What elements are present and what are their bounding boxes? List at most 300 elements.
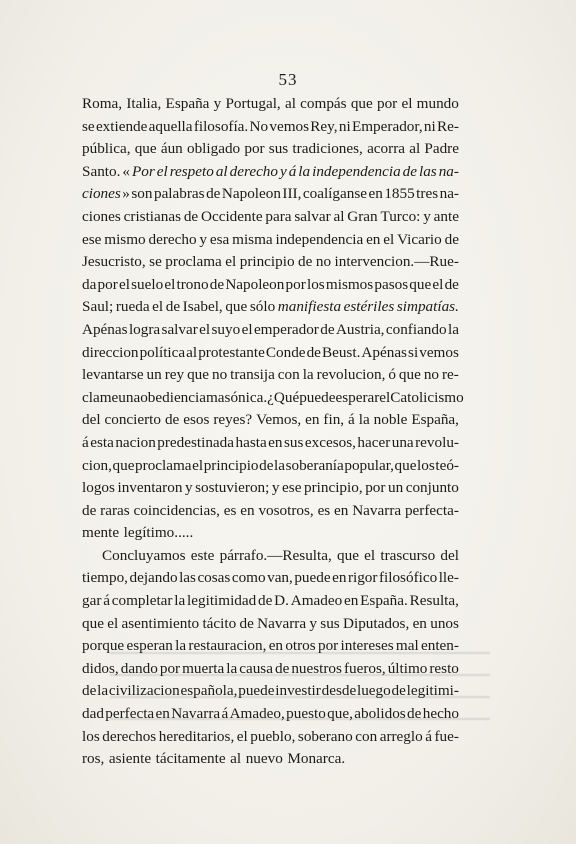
text-line [82,455,459,478]
word: estériles [343,298,395,316]
word: son [131,185,153,203]
word: logos [82,479,115,497]
word: asentimiento [121,614,200,632]
word: 1855 [384,185,415,203]
word: la [174,592,186,610]
word: que, [327,705,353,723]
text-line [82,116,459,139]
word: esta [90,433,114,451]
word: raras [100,501,130,519]
text-line [82,635,459,658]
word: Por [131,162,155,180]
word: esos [183,411,210,429]
word: enten- [420,637,459,655]
word: revolucion, [316,366,386,384]
word: de [402,162,417,180]
word: de [391,682,406,700]
word: suelo [131,275,164,293]
word: en [412,614,427,632]
word: levantarse [82,366,144,384]
word: por [376,95,398,112]
word: Diputados, [343,614,410,632]
word: en [343,592,359,610]
word: confiando [385,320,447,338]
word: al [186,343,198,361]
word: Padre [424,140,459,158]
word: muerta [182,659,225,677]
word: fin, [323,411,345,429]
word: que [394,456,417,474]
word: que [350,95,373,112]
word: áun [160,140,183,158]
word: extiende [95,117,148,135]
text-line [82,748,459,771]
word: restauracion, [188,637,267,655]
word: Re- [437,117,459,135]
word: independencia [312,162,401,180]
word: la [298,162,311,180]
word: y [184,479,193,497]
word: los [82,727,100,745]
word: rigor [347,569,378,587]
word: el [164,275,176,293]
word: con [277,366,300,384]
word: mal [395,637,419,655]
word: derechos [102,727,157,745]
word: fue- [434,727,459,745]
word: ros, [82,750,105,768]
word: el [379,388,391,406]
word: á [425,727,432,745]
word: en [240,501,255,519]
word: dando [120,659,158,677]
text-line [82,613,459,636]
word: protestante [198,343,265,361]
word: Gran [347,207,378,225]
word: masónica. [205,388,268,406]
word: proclama [135,456,192,474]
word: Catolicismo [390,388,464,406]
word: respeto [169,162,214,180]
word: aquella [148,117,193,135]
text-line [82,93,459,116]
word: coalíganse [302,185,367,203]
word: abolidos [354,705,406,723]
word: na- [438,162,459,180]
word: el [236,727,248,745]
word: independencia [275,230,364,248]
word: esperan [126,637,173,655]
word: Monarca. [287,750,346,768]
word: hacer [357,433,391,451]
word: el [432,275,444,293]
word: Roma, [82,95,123,112]
word: de [82,501,97,519]
word: Concluyamos [102,546,186,564]
word: esperar [335,388,380,406]
word: un [387,479,404,497]
word: obligado [186,140,241,158]
word: en [368,185,383,203]
word: España. [360,592,408,610]
word: Italia, [126,95,162,112]
word: da [82,275,97,293]
word: hecho [422,705,459,723]
word: coincidencias, [133,501,220,519]
word: de [444,230,459,248]
word: inventaron [117,479,183,497]
word: manifiesta [277,298,342,316]
word: que [187,366,209,384]
page-number: 53 [278,70,298,89]
word: el [383,230,395,248]
word: Navarra [171,705,221,723]
word: Napoleon [225,275,285,293]
word: porque [82,637,125,655]
word: ó [388,366,396,384]
word: de [165,298,181,316]
word: ni [423,117,436,135]
word: como [231,569,266,587]
word: por [97,275,118,293]
word: del [82,411,101,429]
word: rey [164,366,185,384]
word: pasos [374,275,409,293]
word: párrafo.—Resulta, [219,546,332,564]
word: cion, [82,456,112,474]
paragraph [82,545,459,771]
word: de [258,592,273,610]
word: fueros, [343,659,386,677]
word: un [146,366,162,384]
word: No [249,117,269,135]
word: hasta [235,433,267,451]
word: sólo [249,298,276,316]
word: filosófico [378,569,438,587]
word: Apénas [361,343,407,361]
word: conjunto [405,479,459,497]
word: legítimo..... [123,524,194,542]
text-line [82,703,459,726]
word: » [122,185,130,203]
word: Turco: [380,207,421,225]
word: completar [111,592,173,610]
word: didos, [82,659,119,677]
word: y [271,479,280,497]
text-line [82,138,459,161]
word: esa [209,230,230,248]
word: la [274,456,285,474]
word: gar [82,592,102,610]
word: perfecta [105,705,155,723]
word: emperador [253,320,319,338]
word: que [82,614,104,632]
word: compás [300,95,347,112]
word: se [149,253,162,271]
word: dad [82,705,104,723]
word: al [230,750,242,768]
word: en [334,501,349,519]
word: este [190,546,215,564]
word: España [165,95,210,112]
word: al [333,207,345,225]
word: los [306,275,325,293]
text-line [82,680,459,703]
word: que [409,275,432,293]
word: es [317,501,331,519]
word: puede [294,569,331,587]
word: luego [356,682,391,700]
text-line [82,432,459,455]
word: de [209,275,225,293]
word: tácitamente [155,750,226,768]
word: pública, [82,140,131,158]
text-line [82,342,459,365]
word: simpatías. [396,298,459,316]
word: en [155,705,170,723]
word: trascurso [380,546,436,564]
word: civilizacion [108,682,180,700]
word: en [332,569,347,587]
word: ¿Qué [267,388,300,406]
word: salvar [294,207,331,225]
word: ciones [82,207,121,225]
word: del [440,546,459,564]
text-line [82,590,459,613]
word: Amadeo [290,592,343,610]
word: española, [180,682,238,700]
word: suyo [211,320,241,338]
word: el [118,275,130,293]
word: el [152,298,164,316]
word: Navarra [257,614,307,632]
word: Apénas [82,320,128,338]
word: popular, [344,456,394,474]
word: sus [320,614,340,632]
word: intereses [340,637,394,655]
word: tiempo, [82,569,128,587]
word: puesto [286,705,326,723]
text-line [82,522,459,545]
word: nacion [115,433,156,451]
word: revolu- [415,433,459,451]
word: en [305,411,320,429]
word: logra [128,320,161,338]
word: último [387,659,428,677]
word: mundo [416,95,459,112]
word: « [122,162,130,180]
word: re- [441,366,459,384]
word: de [82,682,97,700]
word: de [306,343,321,361]
text-line [82,229,459,252]
text-line [82,319,459,342]
word: legitimidad [187,592,257,610]
word: una [391,433,414,451]
word: vemos [419,343,459,361]
word: sus [283,433,304,451]
word: y [213,95,222,112]
text-line [82,409,459,432]
word: concierto [104,411,162,429]
word: derecho [148,230,197,248]
word: ese [282,479,302,497]
word: investir [275,682,321,700]
text-line [82,545,459,568]
word: á [221,705,229,723]
word: la [175,637,187,655]
word: mente [82,524,120,542]
word: Austria, [335,320,385,338]
text-line [82,477,459,500]
word: no [423,366,440,384]
text-line [82,161,459,184]
word: tradiciones, [292,140,363,158]
word: en [268,433,283,451]
word: misma [232,230,273,248]
word: puede [238,682,275,700]
word: la [447,320,459,338]
word: ante [433,207,459,225]
word: vosotros, [258,501,314,519]
word: que [398,366,421,384]
word: al [409,140,421,158]
word: Vicario [397,230,442,248]
word: tres [416,185,439,203]
word: puede [299,388,336,406]
word: Emperador, [351,117,423,135]
text-line [82,296,459,319]
word: ese [82,230,102,248]
word: la [302,366,314,384]
word: causa [239,659,273,677]
word: sus [268,140,289,158]
word: es [223,501,237,519]
word: España, [411,411,459,429]
word: la [226,659,238,677]
word: proclama [165,253,222,271]
word: transija [230,366,275,384]
word: intervencion.—Rue- [334,253,459,271]
word: rueda [115,298,150,316]
text-line [82,364,459,387]
word: Beust. [321,343,361,361]
word: salvar [161,320,198,338]
word: que [225,298,248,316]
text-line [82,183,459,206]
word: acorra [367,140,405,158]
word: el [192,456,204,474]
word: mismos [325,275,374,293]
word: las [418,162,437,180]
word: Amadeo, [229,705,285,723]
word: Portugal, [225,95,281,112]
word: por [159,659,181,677]
word: por [365,479,386,497]
word: lle- [438,569,459,587]
word: el [199,320,211,338]
word: de [259,456,274,474]
word: el [156,162,168,180]
word: de [444,275,459,293]
text-line [82,251,459,274]
word: legitimi- [406,682,459,700]
word: que [112,456,135,474]
text-line [82,567,459,590]
word: y [279,162,287,180]
word: hereditarios, [158,727,235,745]
word: á [103,592,110,610]
word: á [82,433,89,451]
word: Conde [265,343,306,361]
word: direccion [82,343,139,361]
word: á [288,162,297,180]
text-line [82,658,459,681]
word: que [134,140,157,158]
word: no [315,253,332,271]
paragraph [82,93,464,545]
word: Resulta, [409,592,459,610]
word: de [164,411,180,429]
word: D. [274,592,289,610]
word: mismo [104,230,146,248]
word: una [118,388,141,406]
word: no [211,366,228,384]
word: reyes? [213,411,253,429]
word: se [82,117,95,135]
word: cristianas [123,207,181,225]
word: el [401,95,413,112]
word: derecho [229,162,278,180]
word: principio [239,253,295,271]
word: ni [338,117,351,135]
word: que [337,546,359,564]
word: principio, [304,479,363,497]
word: al [215,162,228,180]
word: el [364,546,376,564]
word: Isabel, [182,298,223,316]
word: asiente [108,750,152,768]
word: para [265,207,292,225]
word: arreglo [379,727,423,745]
word: el [241,320,253,338]
word: por [244,140,265,158]
word: noble [373,411,408,429]
word: en [268,637,284,655]
word: Vemos, [256,411,302,429]
word: trono [176,275,209,293]
word: y [199,230,207,248]
word: Jesucristo, [82,253,146,271]
word: de [206,185,221,203]
word: teó- [435,456,459,474]
word: perfecta- [404,501,459,519]
word: en [366,230,381,248]
word: nuevo [245,750,283,768]
word: nuestros [291,659,342,677]
word: obediencia [140,388,206,406]
word: si [408,343,419,361]
text-line [82,500,459,523]
word: de [320,320,335,338]
word: y [309,614,317,632]
word: la [358,411,370,429]
word: con [355,727,378,745]
word: na- [439,185,459,203]
word: por [285,275,306,293]
word: principio [203,456,259,474]
word: Napoleon [221,185,281,203]
